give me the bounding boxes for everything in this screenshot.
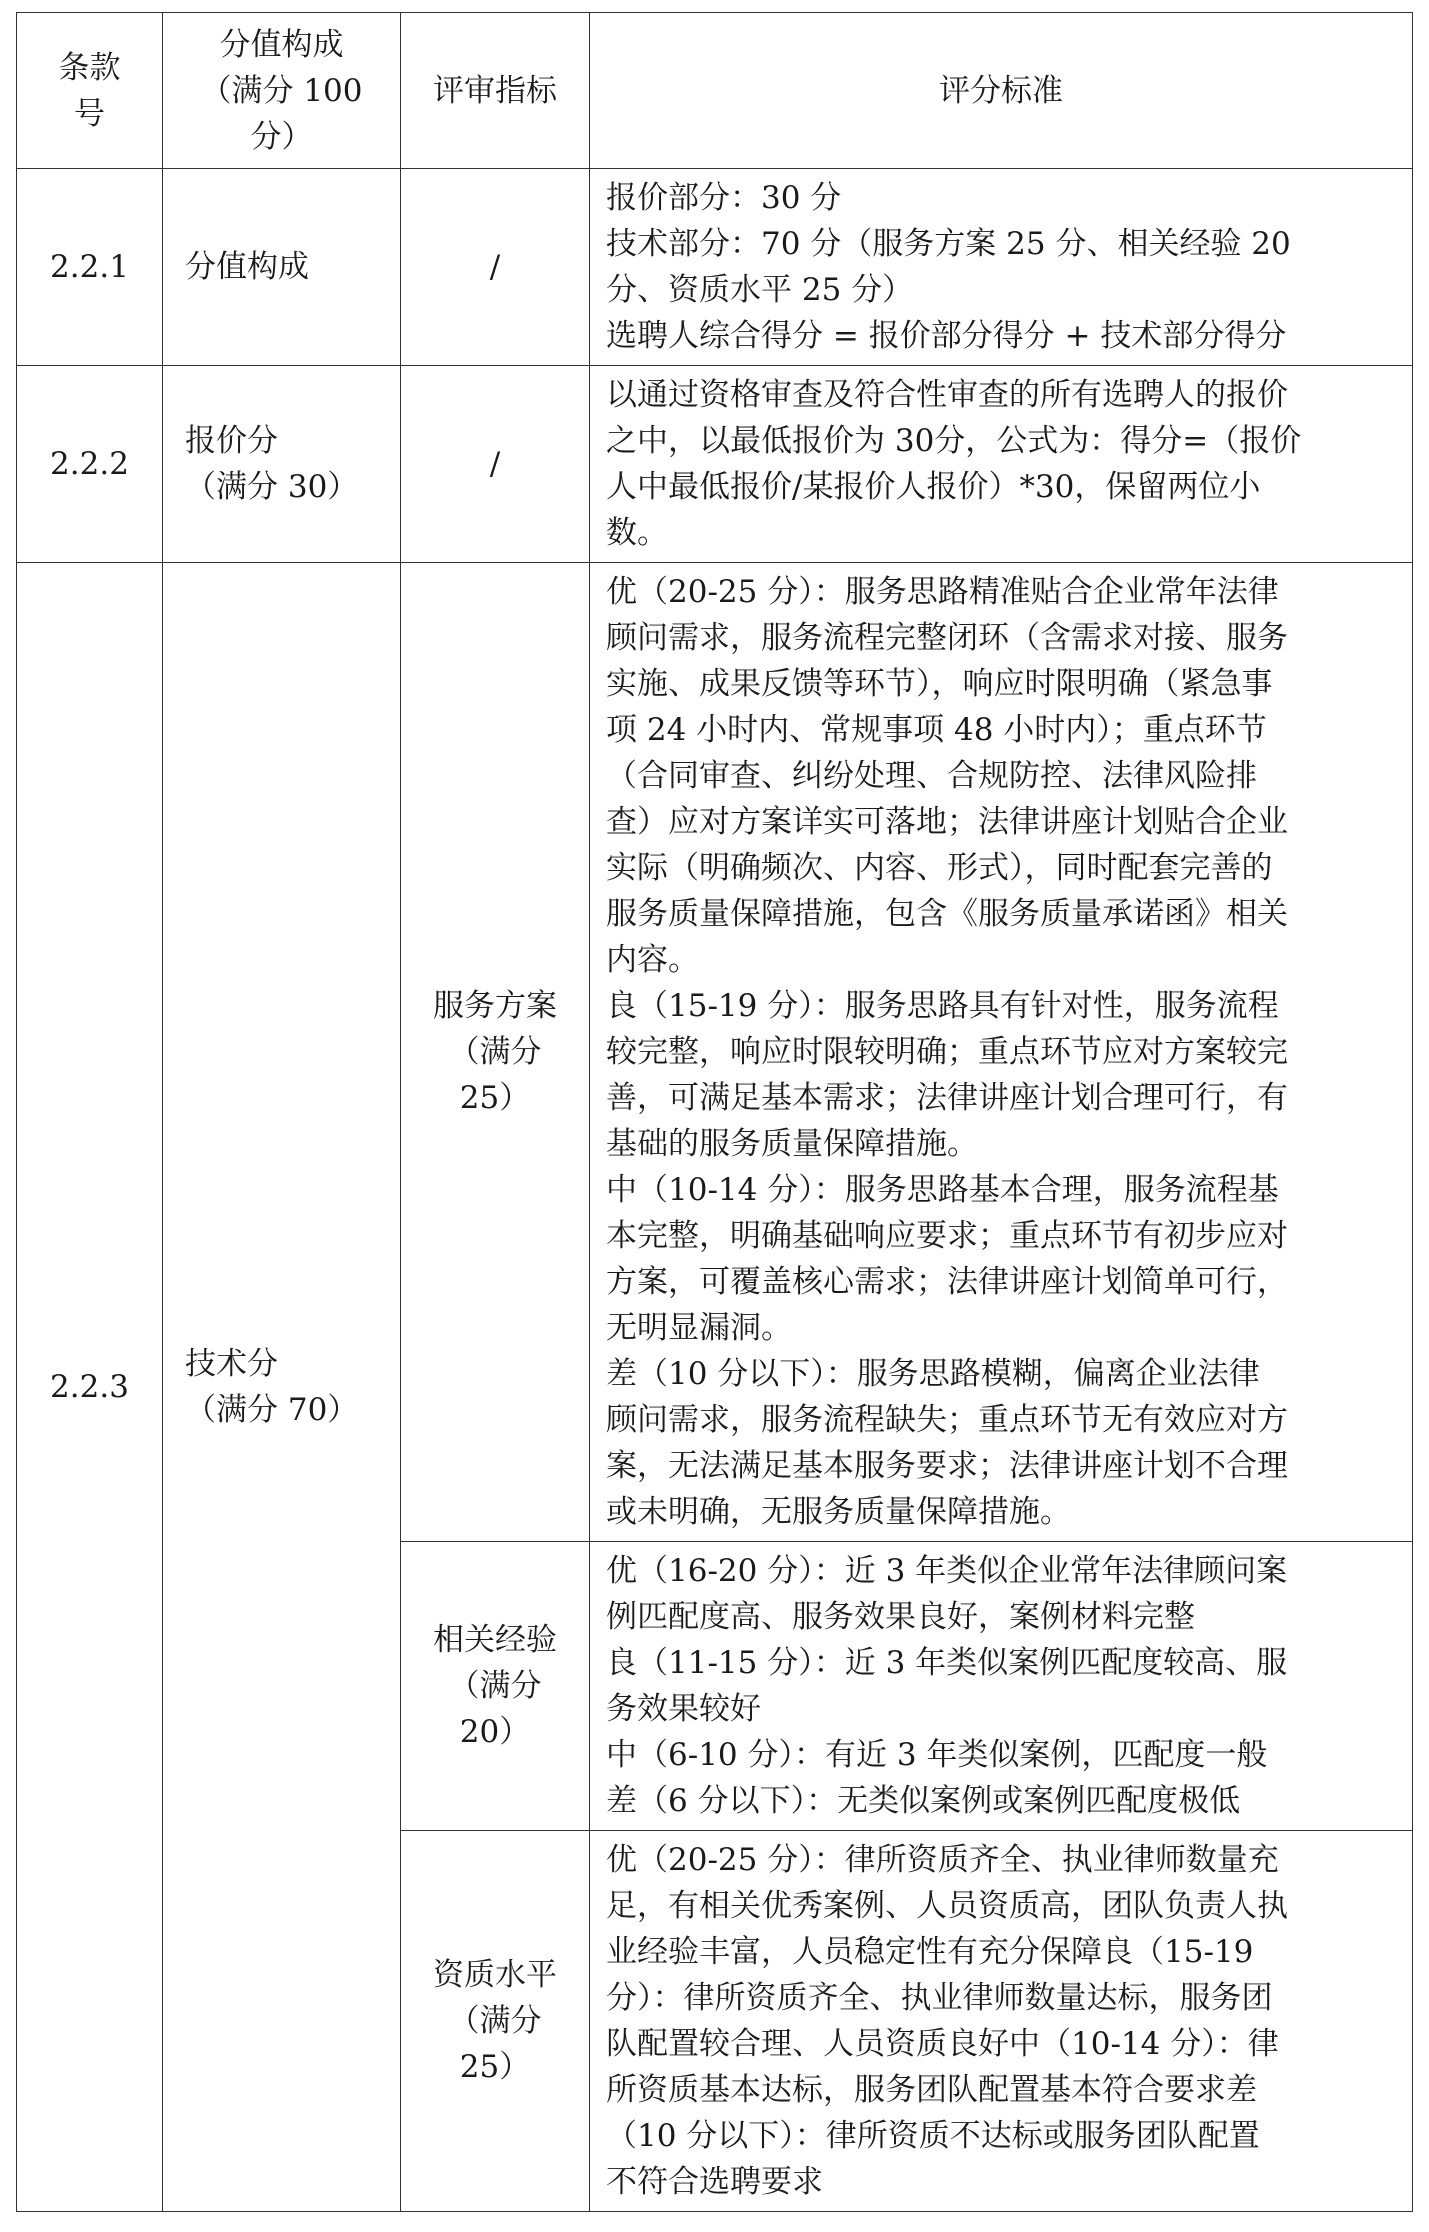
indicator-cell: / (401, 366, 590, 563)
composition-cell: 分值构成 (163, 169, 401, 366)
composition-cell: 报价分 （满分 30） (163, 366, 401, 563)
indicator-cell: / (401, 169, 590, 366)
table-row (17, 563, 1413, 1542)
criteria-cell: 优（20-25 分）：服务思路精准贴合企业常年法律 顾问需求，服务流程完整闭环（含需求对接、服务 实施、成果反馈等环节），响应时限明确（紧急事 项 24 小时内、常规事项 48 小时内）；重点环节 （合同审查、纠纷处理、合规防控、法律风险排 查）应对方案详实可落地；法律讲座计划贴合企业 实际（明确频次、内容、形式），同时配套完善的 服务质量保障措施，包含《服务质量承诺函》相关 内容。 良（15-19 分）：服务思路具有针对性，服务流程 较完整，响应时限较明确；重点环节应对方案较完 善，可满足基本需求；法律讲座计划合理可行，有 基础的服务质量保障措施。 中（10-14 分）：服务思路基本合理，服务流程基 本完整，明确基础响应要求；重点环节有初步应对 方案，可覆盖核心需求；法律讲座计划简单可行， 无明显漏洞。 差（10 分以下）：服务思路模糊，偏离企业法律 顾问需求，服务流程缺失；重点环节无有效应对方 案，无法满足基本服务要求；法律讲座计划不合理 或未明确，无服务质量保障措施。 (590, 563, 1413, 1542)
criteria-cell: 优（16-20 分）：近 3 年类似企业常年法律顾问案 例匹配度高、服务效果良好，案例材料完整 良（11-15 分）：近 3 年类似案例匹配度较高、服 务效果较好 中（6-10 分）：有近 3 年类似案例，匹配度一般 差（6 分以下）：无类似案例或案例匹配度极低 (590, 1542, 1413, 1831)
criteria-cell: 报价部分：30 分 技术部分：70 分（服务方案 25 分、相关经验 20 分、资质水平 25 分） 选聘人综合得分 = 报价部分得分 + 技术部分得分 (590, 169, 1413, 366)
document (16, 12, 1412, 2212)
table-row (17, 366, 1413, 563)
header-criteria: 评分标准 (590, 13, 1413, 169)
indicator-experience: 相关经验 （满分 20） (401, 1542, 590, 1831)
indicator-qualification: 资质水平 （满分 25） (401, 1831, 590, 2212)
table-row (17, 169, 1413, 366)
header-clause-no: 条款 号 (17, 13, 163, 169)
clause-number: 2.2.2 (17, 366, 163, 563)
clause-number: 2.2.3 (17, 563, 163, 2212)
criteria-cell: 优（20-25 分）：律所资质齐全、执业律师数量充 足，有相关优秀案例、人员资质高，团队负责人执 业经验丰富，人员稳定性有充分保障良（15-19 分）：律所资质齐全、执业律师数量达标，服务团 队配置较合理、人员资质良好中（10-14 分）：律 所资质基本达标，服务团队配置基本符合要求差 （10 分以下）：律所资质不达标或服务团队配置 不符合选聘要求 (590, 1831, 1413, 2212)
clause-number: 2.2.1 (17, 169, 163, 366)
header-indicator: 评审指标 (401, 13, 590, 169)
header-score-composition: 分值构成 （满分 100 分） (163, 13, 401, 169)
header-row (17, 13, 1413, 169)
criteria-cell: 以通过资格审查及符合性审查的所有选聘人的报价 之中，以最低报价为 30分，公式为：得分=（报价 人中最低报价/某报价人报价）*30，保留两位小 数。 (590, 366, 1413, 563)
composition-cell: 技术分 （满分 70） (163, 563, 401, 2212)
indicator-service-plan: 服务方案 （满分 25） (401, 563, 590, 1542)
scoring-table (16, 12, 1413, 2212)
